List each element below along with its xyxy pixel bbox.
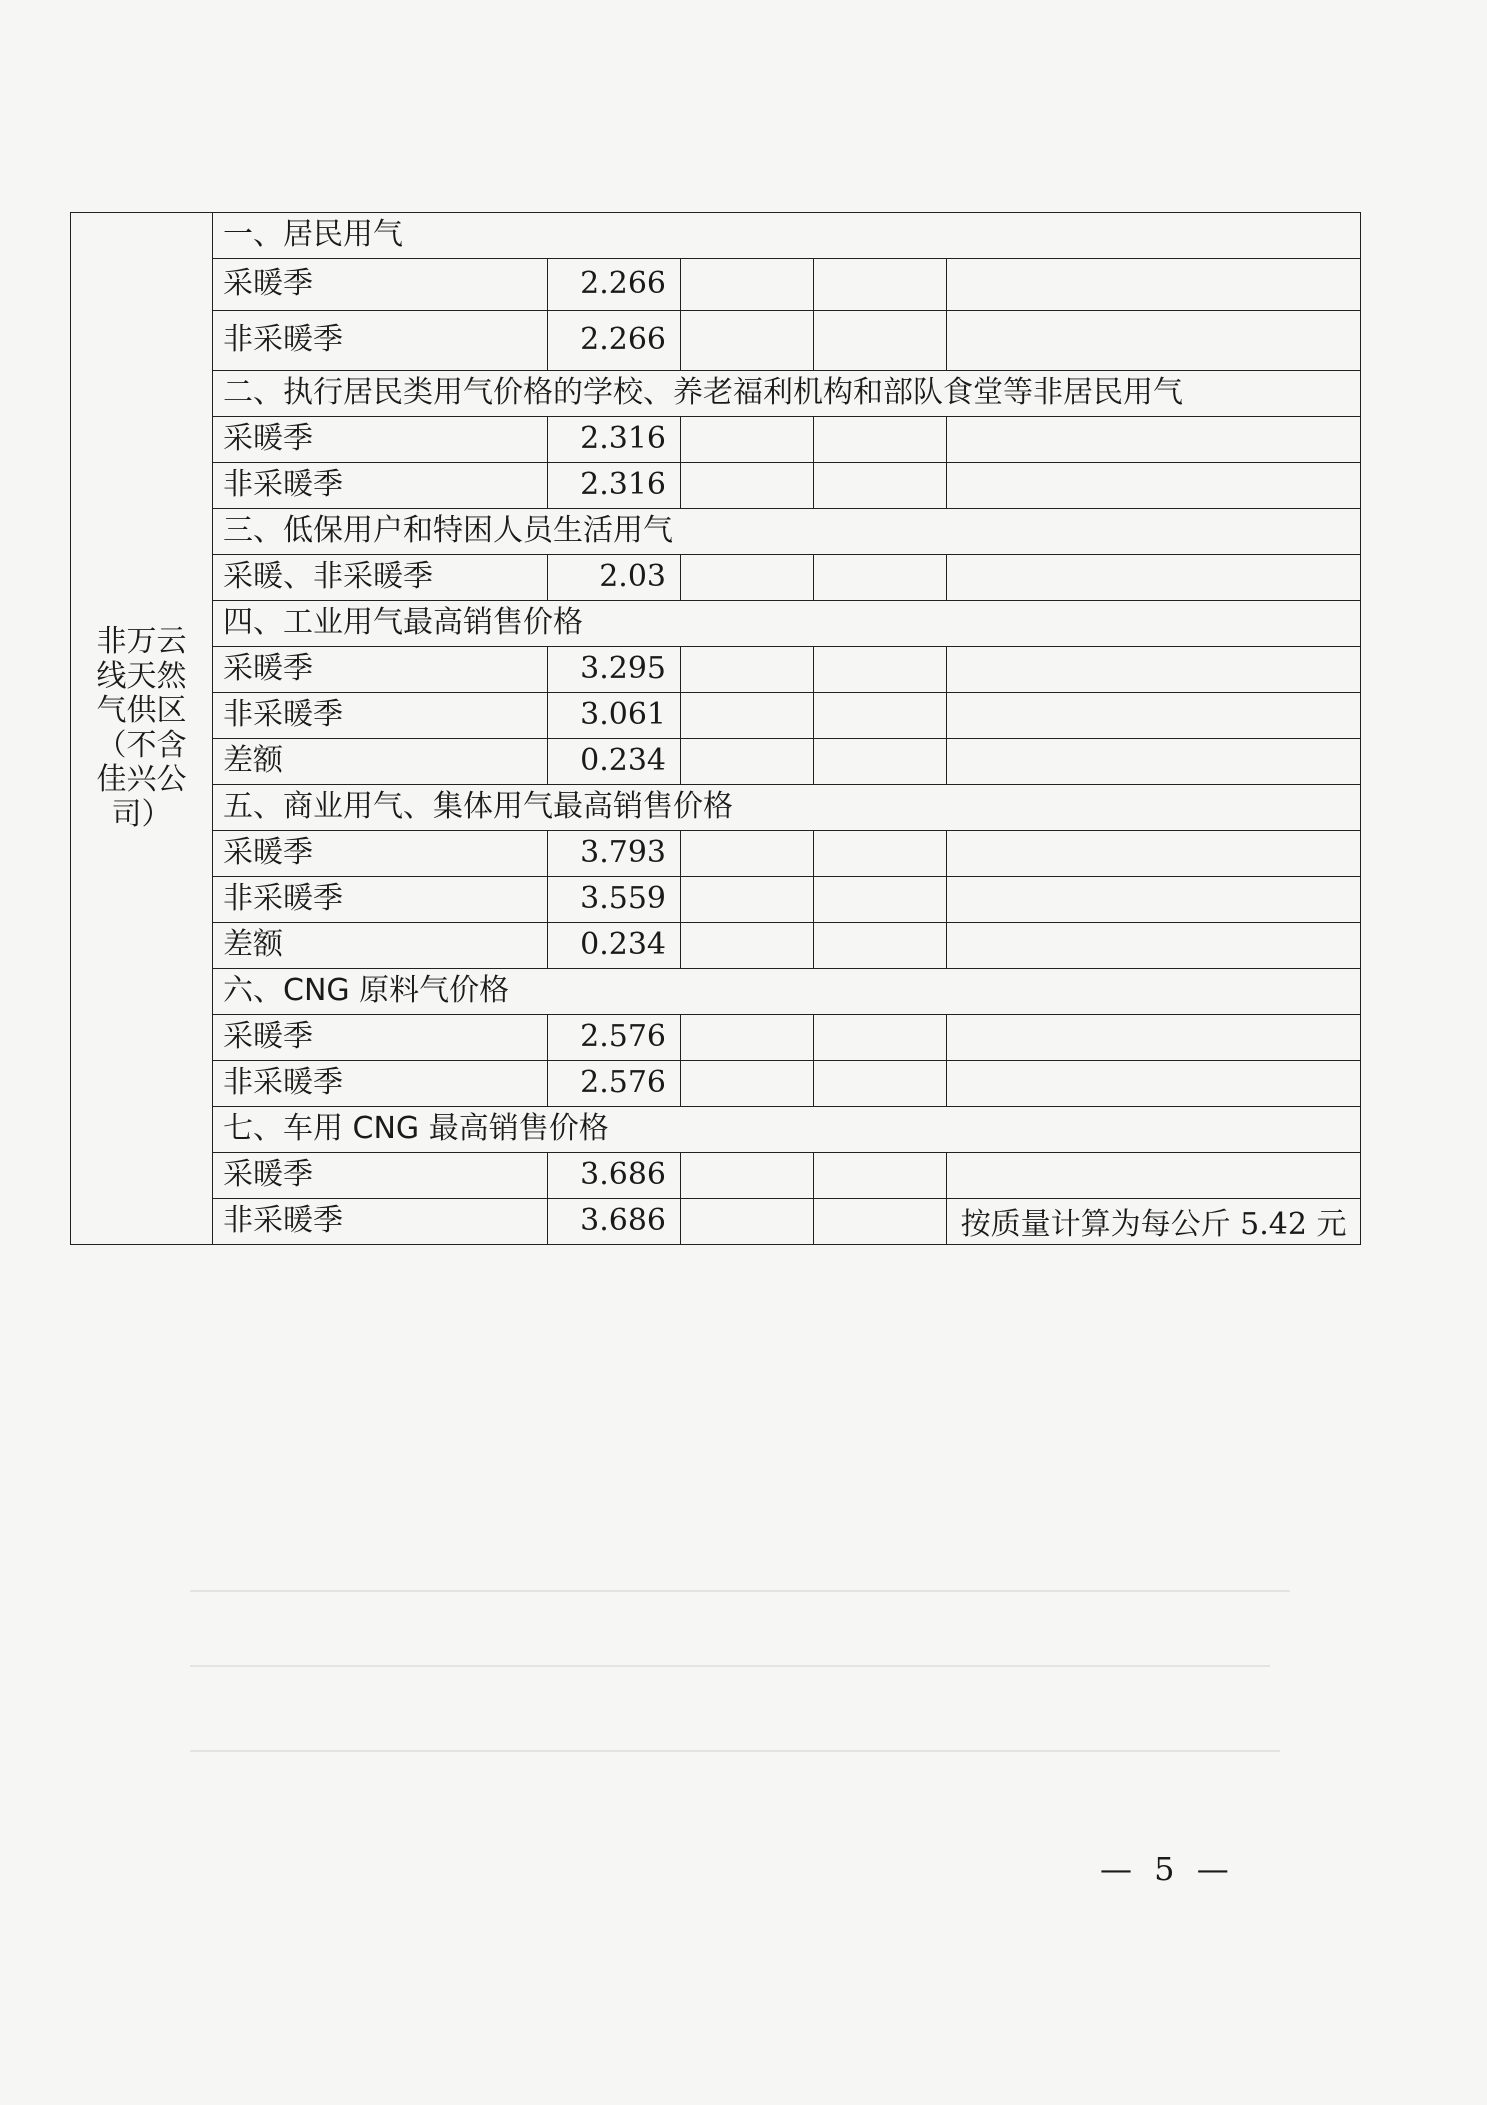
note-cell xyxy=(947,311,1361,371)
empty-cell xyxy=(681,1153,814,1199)
empty-cell xyxy=(681,417,814,463)
note-cell xyxy=(947,877,1361,923)
price-value: 2.03 xyxy=(548,555,681,601)
empty-cell xyxy=(681,923,814,969)
table-row xyxy=(71,1153,1361,1199)
empty-cell xyxy=(814,877,947,923)
empty-cell xyxy=(814,739,947,785)
table-row xyxy=(71,1199,1361,1245)
empty-cell xyxy=(814,1015,947,1061)
faint-bleed-line xyxy=(190,1590,1290,1592)
price-value: 3.686 xyxy=(548,1199,681,1245)
price-value: 2.266 xyxy=(548,311,681,371)
section-title: 四、工业用气最高销售价格 xyxy=(213,601,1361,647)
empty-cell xyxy=(814,417,947,463)
section-title: 一、居民用气 xyxy=(213,213,1361,259)
season-label: 非采暖季 xyxy=(213,311,548,371)
price-value: 3.686 xyxy=(548,1153,681,1199)
section-row xyxy=(71,601,1361,647)
empty-cell xyxy=(681,693,814,739)
empty-cell xyxy=(814,1153,947,1199)
section-title: 六、CNG 原料气价格 xyxy=(213,969,1361,1015)
price-value: 2.576 xyxy=(548,1015,681,1061)
price-value: 3.061 xyxy=(548,693,681,739)
table-row xyxy=(71,739,1361,785)
empty-cell xyxy=(681,739,814,785)
section-title: 五、商业用气、集体用气最高销售价格 xyxy=(213,785,1361,831)
empty-cell xyxy=(814,463,947,509)
faint-bleed-line xyxy=(190,1750,1280,1752)
empty-cell xyxy=(681,831,814,877)
table-row xyxy=(71,923,1361,969)
price-value: 3.559 xyxy=(548,877,681,923)
empty-cell xyxy=(814,1199,947,1245)
season-label: 采暖、非采暖季 xyxy=(213,555,548,601)
empty-cell xyxy=(814,923,947,969)
section-title: 二、执行居民类用气价格的学校、养老福利机构和部队食堂等非居民用气 xyxy=(213,371,1361,417)
section-row xyxy=(71,969,1361,1015)
page-number: — 5 — xyxy=(1100,1850,1235,1888)
table-row xyxy=(71,693,1361,739)
section-row xyxy=(71,213,1361,259)
faint-bleed-line xyxy=(190,1665,1270,1667)
region-cell xyxy=(71,213,213,1245)
note-cell: 按质量计算为每公斤 5.42 元 xyxy=(947,1199,1361,1245)
table-row xyxy=(71,1061,1361,1107)
empty-cell xyxy=(814,555,947,601)
table-row xyxy=(71,1015,1361,1061)
season-label: 采暖季 xyxy=(213,1153,548,1199)
price-value: 0.234 xyxy=(548,923,681,969)
empty-cell xyxy=(814,259,947,311)
season-label: 采暖季 xyxy=(213,1015,548,1061)
season-label: 采暖季 xyxy=(213,259,548,311)
season-label: 非采暖季 xyxy=(213,693,548,739)
section-row xyxy=(71,785,1361,831)
empty-cell xyxy=(681,1061,814,1107)
note-cell xyxy=(947,1153,1361,1199)
section-title: 三、低保用户和特困人员生活用气 xyxy=(213,509,1361,555)
empty-cell xyxy=(814,693,947,739)
season-label: 采暖季 xyxy=(213,647,548,693)
price-value: 3.295 xyxy=(548,647,681,693)
season-label: 差额 xyxy=(213,739,548,785)
empty-cell xyxy=(681,311,814,371)
table-row xyxy=(71,259,1361,311)
section-row xyxy=(71,1107,1361,1153)
note-cell xyxy=(947,417,1361,463)
price-value: 2.316 xyxy=(548,417,681,463)
note-cell xyxy=(947,923,1361,969)
season-label: 差额 xyxy=(213,923,548,969)
section-row xyxy=(71,509,1361,555)
table-row xyxy=(71,555,1361,601)
season-label: 采暖季 xyxy=(213,417,548,463)
note-cell xyxy=(947,463,1361,509)
empty-cell xyxy=(681,1015,814,1061)
note-cell xyxy=(947,831,1361,877)
season-label: 非采暖季 xyxy=(213,463,548,509)
table-row xyxy=(71,463,1361,509)
empty-cell xyxy=(681,877,814,923)
region-label: 非万云线天然气供区（不含佳兴公司） xyxy=(96,624,187,832)
empty-cell xyxy=(681,647,814,693)
note-cell xyxy=(947,555,1361,601)
empty-cell xyxy=(681,463,814,509)
gas-price-table xyxy=(70,212,1361,1245)
empty-cell xyxy=(814,1061,947,1107)
price-value: 2.576 xyxy=(548,1061,681,1107)
table-row xyxy=(71,417,1361,463)
empty-cell xyxy=(814,311,947,371)
table-row xyxy=(71,311,1361,371)
note-cell xyxy=(947,739,1361,785)
empty-cell xyxy=(681,259,814,311)
note-cell xyxy=(947,1061,1361,1107)
section-title: 七、车用 CNG 最高销售价格 xyxy=(213,1107,1361,1153)
price-value: 2.266 xyxy=(548,259,681,311)
section-row xyxy=(71,371,1361,417)
season-label: 采暖季 xyxy=(213,831,548,877)
note-cell xyxy=(947,259,1361,311)
table-row xyxy=(71,877,1361,923)
note-cell xyxy=(947,647,1361,693)
season-label: 非采暖季 xyxy=(213,1061,548,1107)
empty-cell xyxy=(814,831,947,877)
price-value: 0.234 xyxy=(548,739,681,785)
price-value: 3.793 xyxy=(548,831,681,877)
table-row xyxy=(71,647,1361,693)
note-cell xyxy=(947,693,1361,739)
note-cell xyxy=(947,1015,1361,1061)
empty-cell xyxy=(681,1199,814,1245)
season-label: 非采暖季 xyxy=(213,1199,548,1245)
season-label: 非采暖季 xyxy=(213,877,548,923)
price-value: 2.316 xyxy=(548,463,681,509)
table-row xyxy=(71,831,1361,877)
empty-cell xyxy=(681,555,814,601)
empty-cell xyxy=(814,647,947,693)
